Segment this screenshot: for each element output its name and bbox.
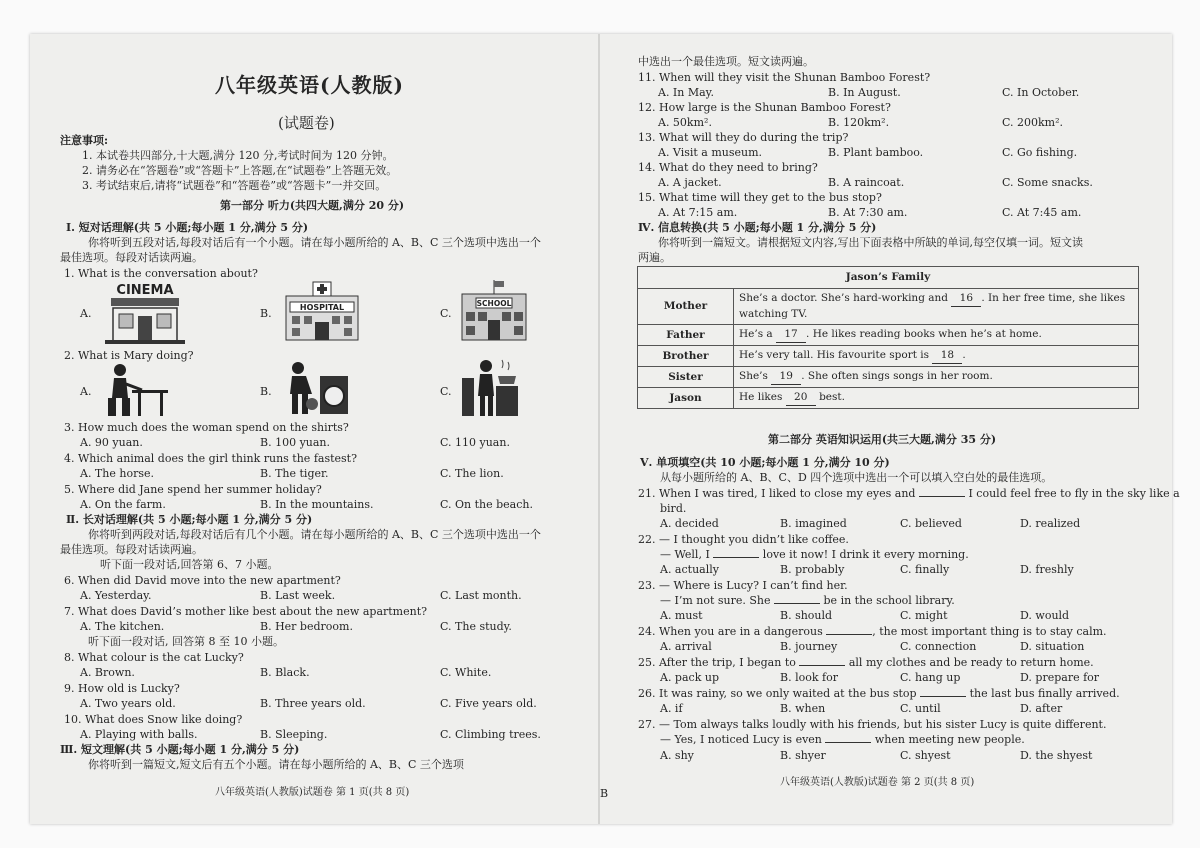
part-heading: 第二部分 英语知识运用(共三大题,满分 35 分): [768, 433, 997, 446]
option: C. until: [900, 702, 941, 715]
option: B. look for: [780, 671, 838, 684]
cooking-picture: [458, 358, 520, 418]
question-6: 6. When did David move into the new apartment?: [64, 574, 341, 587]
option: A. Playing with balls.: [80, 728, 198, 741]
option: A. At 7:15 am.: [658, 206, 738, 219]
option: D. after: [1020, 702, 1063, 715]
question-5: 5. Where did Jane spend her summer holiday?: [64, 483, 322, 496]
section-instructions: 你将听到一篇短文,短文后有五个小题。请在每小题所给的 A、B、C 三个选项: [88, 758, 464, 771]
option: A. Two years old.: [80, 697, 176, 710]
blank-19: 19: [771, 369, 801, 385]
section-instructions: 最佳选项。每段对话读两遍。: [60, 251, 203, 264]
option: C. At 7:45 am.: [1002, 206, 1082, 219]
option: D. would: [1020, 609, 1070, 622]
question-24: [638, 624, 1107, 639]
option: A. must: [660, 609, 703, 622]
option-label: C.: [440, 385, 452, 398]
question-text: [660, 593, 955, 608]
option: B. imagined: [780, 517, 847, 530]
question-text: 24. When you are in a dangerous: [638, 625, 823, 638]
table-row: [638, 325, 1139, 346]
option: B. In the mountains.: [260, 498, 374, 511]
option: C. hang up: [900, 671, 961, 684]
section-instructions: 两遍。: [638, 251, 671, 264]
question-27: 27. — Tom always talks loudly with his friends, but his sister Lucy is quite different.: [638, 718, 1107, 731]
row-value: [734, 346, 1139, 367]
row-text: He’s very tall. His favourite sport is: [739, 349, 933, 361]
section-instructions: 你将听到五段对话,每段对话后有一个小题。请在每小题所给的 A、B、C 三个选项中选出一个: [88, 236, 541, 249]
question-text: — Well, I: [660, 548, 710, 561]
row-key: Father: [638, 325, 734, 346]
studying-picture: [98, 362, 170, 418]
option: B. 120km².: [828, 116, 890, 129]
option: B. In August.: [828, 86, 901, 99]
row-text: She’s: [739, 370, 772, 382]
school-picture: [458, 280, 530, 344]
option-label: B.: [260, 385, 272, 398]
option: A. 90 yuan.: [80, 436, 143, 449]
notice-2: 2. 请务必在“答题卷”或“答题卡”上答题,在“试题卷”上答题无效。: [82, 164, 398, 177]
section-heading: Ⅳ. 信息转换(共 5 小题;每小题 1 分,满分 5 分): [638, 221, 877, 234]
row-key: Sister: [638, 367, 734, 388]
answer-blank: [919, 496, 965, 497]
cinema-sign: CINEMA: [116, 283, 174, 298]
option: B. should: [780, 609, 833, 622]
option: A. if: [660, 702, 683, 715]
row-text: best.: [815, 391, 845, 403]
option: A. 50km².: [658, 116, 712, 129]
blank-18: 18: [932, 348, 962, 364]
question-8: 8. What colour is the cat Lucky?: [64, 651, 244, 664]
question-text: [660, 732, 1025, 747]
sub-instruction: 听下面一段对话, 回答第 8 至 10 小题。: [88, 635, 284, 648]
question-text: be in the school library.: [823, 594, 955, 607]
row-text: .: [962, 349, 966, 361]
question-text: — Yes, I noticed Lucy is even: [660, 733, 822, 746]
question-25: [638, 655, 1094, 670]
part-heading: 第一部分 听力(共四大题,满分 20 分): [220, 199, 405, 212]
option: A. actually: [660, 563, 719, 576]
row-key: Brother: [638, 346, 734, 367]
question-text: all my clothes and be ready to return home.: [848, 656, 1094, 669]
question-9: 9. How old is Lucky?: [64, 682, 180, 695]
page-fold: [598, 34, 600, 824]
washing-clothes-picture: [280, 360, 350, 418]
question-text: [660, 547, 969, 562]
question-4: 4. Which animal does the girl think runs the fastest?: [64, 452, 357, 465]
question-text: I could feel free to fly in the sky like a: [968, 487, 1180, 500]
question-text: love it now! I drink it every morning.: [762, 548, 969, 561]
row-key: Jason: [638, 388, 734, 409]
question-text: — I’m not sure. She: [660, 594, 771, 607]
row-text: . In her free time, she likes watching TV.: [739, 292, 1126, 320]
option: C. might: [900, 609, 948, 622]
blank-16: 16: [951, 291, 981, 307]
option-label: C.: [440, 307, 452, 320]
option: C. finally: [900, 563, 950, 576]
section-continuation: 中选出一个最佳选项。短文读两遍。: [638, 55, 814, 68]
row-value: [734, 325, 1139, 346]
blank-20: 20: [786, 390, 816, 406]
table-title: Jason’s Family: [638, 267, 1139, 289]
option: B. Last week.: [260, 589, 336, 602]
option: C. On the beach.: [440, 498, 533, 511]
question-23: 23. — Where is Lucy? I can’t find her.: [638, 579, 848, 592]
question-3: 3. How much does the woman spend on the shirts?: [64, 421, 349, 434]
option: A. shy: [660, 749, 694, 762]
section-heading: Ⅱ. 长对话理解(共 5 小题;每小题 1 分,满分 5 分): [66, 513, 313, 526]
option: A. A jacket.: [658, 176, 722, 189]
option-label: A.: [80, 307, 92, 320]
table-row: [638, 289, 1139, 325]
option: C. 110 yuan.: [440, 436, 510, 449]
option: A. pack up: [660, 671, 719, 684]
option: B. 100 yuan.: [260, 436, 331, 449]
row-text: She’s a doctor. She’s hard-working and: [739, 292, 952, 304]
notice-1: 1. 本试卷共四部分,十大题,满分 120 分,考试时间为 120 分钟。: [82, 149, 394, 162]
option: D. realized: [1020, 517, 1081, 530]
page-subtitle: (试题卷): [278, 114, 335, 132]
answer-blank: [713, 557, 759, 558]
option: A. decided: [660, 517, 719, 530]
option-label: B.: [260, 307, 272, 320]
option: A. In May.: [658, 86, 714, 99]
option: B. A raincoat.: [828, 176, 905, 189]
option: C. Climbing trees.: [440, 728, 541, 741]
answer-blank: [825, 742, 871, 743]
answer-blank: [826, 634, 872, 635]
option: A. On the farm.: [80, 498, 166, 511]
option: D. situation: [1020, 640, 1085, 653]
answer-blank: [774, 603, 820, 604]
option: C. connection: [900, 640, 977, 653]
question-26: [638, 686, 1120, 701]
question-text: , the most important thing is to stay calm.: [872, 625, 1107, 638]
school-sign: SCHOOL: [476, 299, 512, 308]
cinema-picture: [105, 282, 185, 344]
answer-blank: [799, 665, 845, 666]
row-value: [734, 289, 1139, 325]
row-text: . She often sings songs in her room.: [801, 370, 993, 382]
page-footer: 八年级英语(人教版)试题卷 第 2 页(共 8 页): [780, 777, 975, 788]
option: C. Five years old.: [440, 697, 537, 710]
row-value: [734, 388, 1139, 409]
option: B. The tiger.: [260, 467, 329, 480]
table-row: [638, 346, 1139, 367]
question-12: 12. How large is the Shunan Bamboo Forest?: [638, 101, 891, 114]
question-14: 14. What do they need to bring?: [638, 161, 818, 174]
answer-blank: [920, 696, 966, 697]
option: A. The horse.: [80, 467, 154, 480]
option: B. Black.: [260, 666, 310, 679]
option: B. shyer: [780, 749, 826, 762]
question-text: 26. It was rainy, so we only waited at the bus stop: [638, 687, 917, 700]
question-text: 25. After the trip, I began to: [638, 656, 796, 669]
option: C. believed: [900, 517, 962, 530]
option: B. when: [780, 702, 826, 715]
option: C. White.: [440, 666, 492, 679]
page-footer: 八年级英语(人教版)试题卷 第 1 页(共 8 页): [215, 787, 410, 798]
question-15: 15. What time will they get to the bus stop?: [638, 191, 882, 204]
section-instructions: 最佳选项。每段对话读两遍。: [60, 543, 203, 556]
page-2: [630, 34, 1180, 824]
section-instructions: 你将听到一篇短文。请根据短文内容,写出下面表格中所缺的单词,每空仅填一词。短文读: [658, 236, 1083, 249]
question-21: [638, 486, 1180, 501]
option: A. arrival: [660, 640, 712, 653]
hospital-sign: HOSPITAL: [299, 303, 345, 312]
option: B. journey: [780, 640, 838, 653]
question-10: 10. What does Snow like doing?: [64, 713, 243, 726]
question-text: 21. When I was tired, I liked to close my eyes and: [638, 487, 916, 500]
notice-3: 3. 考试结束后,请将“试题卷”和“答题卷”或“答题卡”一并交回。: [82, 179, 387, 192]
option: B. Her bedroom.: [260, 620, 353, 633]
option: A. Brown.: [80, 666, 135, 679]
option: C. The study.: [440, 620, 512, 633]
question-7: 7. What does David’s mother like best about the new apartment?: [64, 605, 428, 618]
question-1: 1. What is the conversation about?: [64, 267, 258, 280]
option: B. Plant bamboo.: [828, 146, 924, 159]
row-value: [734, 367, 1139, 388]
hospital-picture: [282, 280, 362, 344]
table-row: [638, 367, 1139, 388]
option: A. The kitchen.: [80, 620, 165, 633]
question-text: the last bus finally arrived.: [969, 687, 1120, 700]
section-instructions: 你将听到两段对话,每段对话后有几个小题。请在每小题所给的 A、B、C 三个选项中选出一个: [88, 528, 541, 541]
option: B. Sleeping.: [260, 728, 328, 741]
row-text: He likes: [739, 391, 786, 403]
blank-17: 17: [776, 327, 806, 343]
option: C. Go fishing.: [1002, 146, 1078, 159]
family-table: [637, 266, 1139, 409]
option: B. probably: [780, 563, 845, 576]
notice-heading: 注意事项:: [60, 134, 109, 147]
option: C. The lion.: [440, 467, 504, 480]
option: A. Yesterday.: [80, 589, 152, 602]
option: C. Last month.: [440, 589, 522, 602]
option: A. Visit a museum.: [658, 146, 763, 159]
section-heading: Ⅰ. 短对话理解(共 5 小题;每小题 1 分,满分 5 分): [66, 221, 309, 234]
row-text: . He likes reading books when he’s at home.: [806, 328, 1042, 340]
table-row: [638, 388, 1139, 409]
option-label: A.: [80, 385, 92, 398]
page-1: [60, 34, 570, 824]
question-2: 2. What is Mary doing?: [64, 349, 194, 362]
option: D. prepare for: [1020, 671, 1100, 684]
option: B. At 7:30 am.: [828, 206, 908, 219]
option: C. Some snacks.: [1002, 176, 1093, 189]
section-heading: Ⅴ. 单项填空(共 10 小题;每小题 1 分,满分 10 分): [640, 456, 890, 469]
row-key: Mother: [638, 289, 734, 325]
option: B. Three years old.: [260, 697, 366, 710]
option: D. freshly: [1020, 563, 1074, 576]
option: C. In October.: [1002, 86, 1080, 99]
question-22: 22. — I thought you didn’t like coffee.: [638, 533, 849, 546]
option: C. 200km².: [1002, 116, 1064, 129]
question-11: 11. When will they visit the Shunan Bamboo Forest?: [638, 71, 931, 84]
section-heading: Ⅲ. 短文理解(共 5 小题;每小题 1 分,满分 5 分): [60, 743, 300, 756]
sub-instruction: 听下面一段对话,回答第 6、7 小题。: [100, 558, 279, 571]
gutter-mark: B: [600, 787, 609, 800]
row-text: He’s a: [739, 328, 777, 340]
option: C. shyest: [900, 749, 951, 762]
question-text: bird.: [660, 502, 687, 515]
question-text: when meeting new people.: [874, 733, 1025, 746]
section-instructions: 从每小题所给的 A、B、C、D 四个选项中选出一个可以填入空白处的最佳选项。: [660, 471, 1053, 484]
page-title: 八年级英语(人教版): [215, 73, 404, 97]
question-13: 13. What will they do during the trip?: [638, 131, 849, 144]
option: D. the shyest: [1020, 749, 1093, 762]
